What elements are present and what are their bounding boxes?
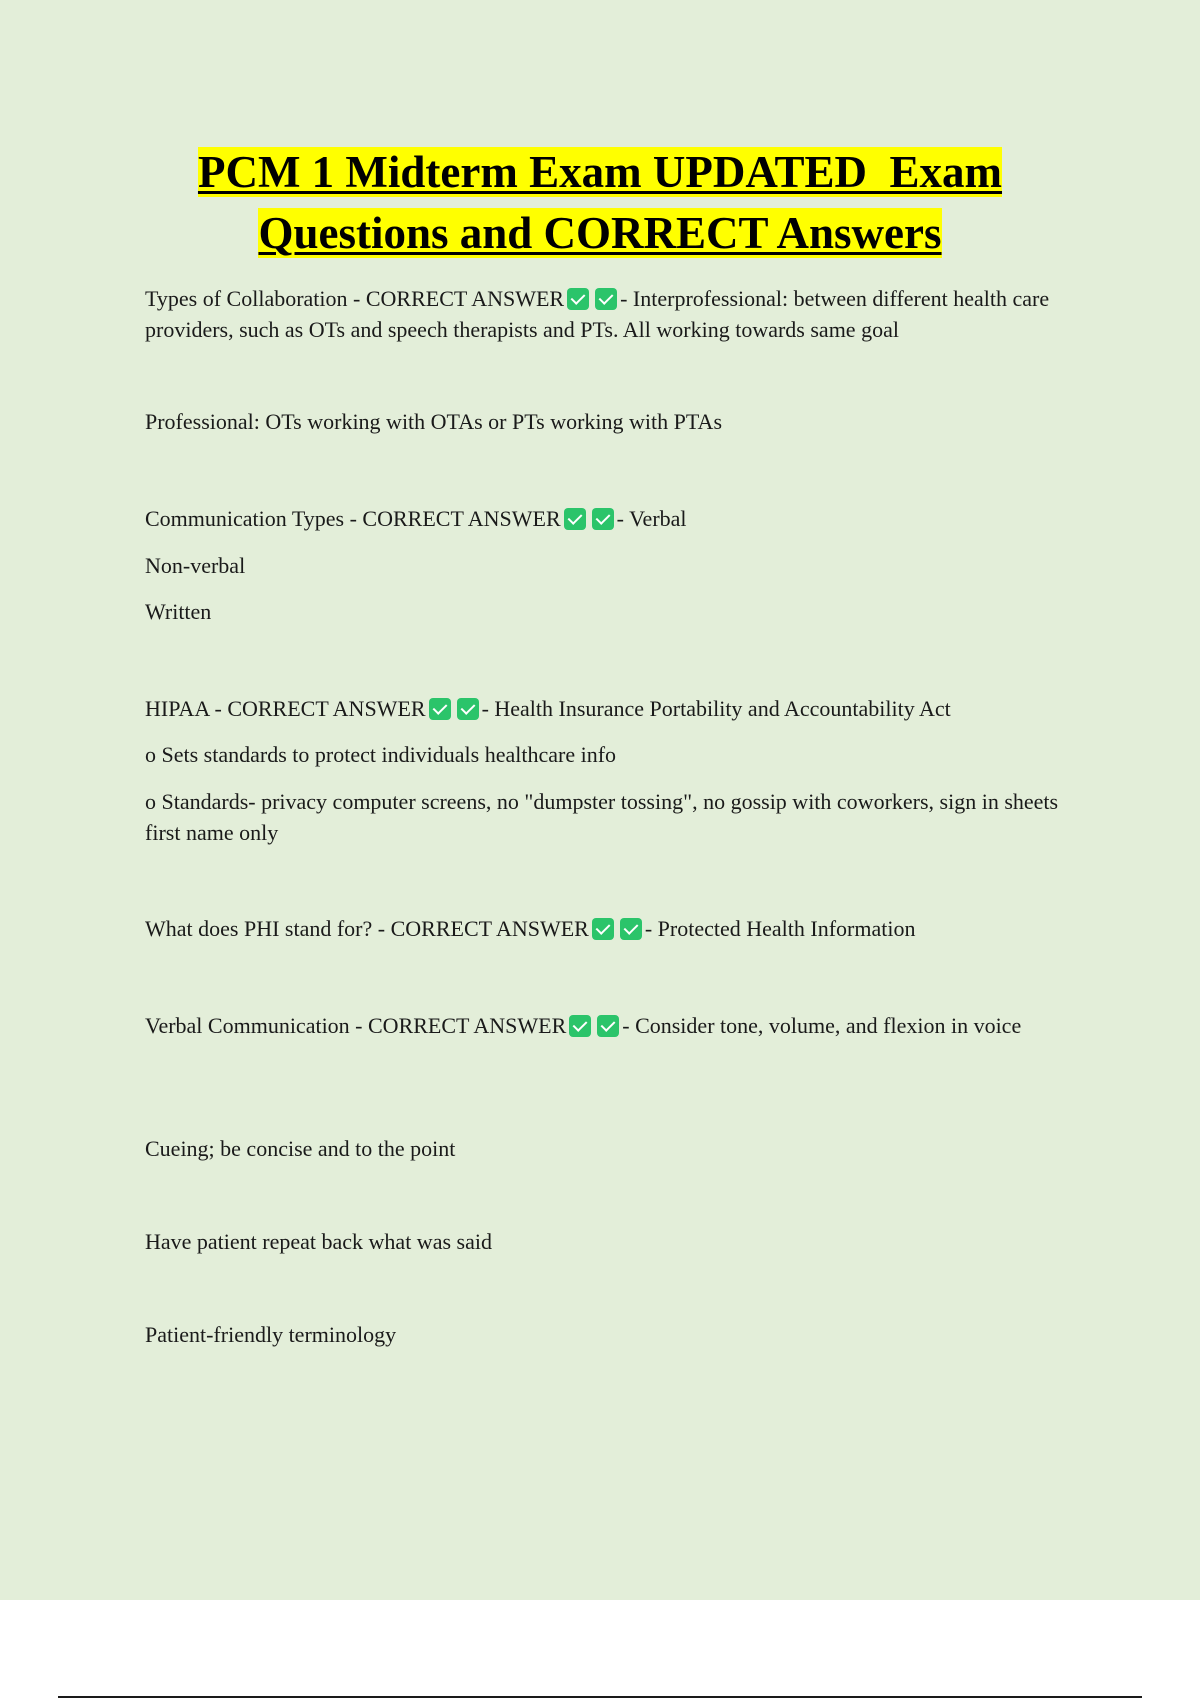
answer-text: - Verbal (616, 506, 687, 531)
qa-phi (145, 913, 1095, 944)
text-line-professional: Professional: OTs working with OTAs or PTs working with PTAs (145, 409, 723, 434)
title-line-2: Questions and CORRECT Answers (258, 208, 942, 258)
text-line-hipaa-standards-protect: o Sets standards to protect individuals healthcare info (145, 742, 617, 767)
qa-hipaa (145, 693, 1095, 724)
qa-verbal-communication (145, 1010, 1095, 1041)
question-text: Communication Types - CORRECT ANSWER (145, 506, 561, 531)
question-text: Types of Collaboration - CORRECT ANSWER (145, 286, 565, 311)
answer-text: - Consider tone, volume, and flexion in voice (622, 1013, 1022, 1038)
check-mark-icon (429, 698, 451, 720)
text-line-hipaa-standards-privacy: o Standards- privacy computer screens, no "dumpster tossing", no gossip with coworkers, sign in sheets first name only (145, 789, 1059, 845)
check-mark-icon (564, 508, 586, 530)
answer-text: - Interprofessional: between different health care providers, such as OTs and speech therapists and PTs. All working towards same goal (145, 286, 1050, 342)
check-mark-icon (592, 918, 614, 940)
check-mark-icon (592, 508, 614, 530)
check-mark-icon (569, 1015, 591, 1037)
question-text: HIPAA - CORRECT ANSWER (145, 696, 426, 721)
check-mark-icon (595, 288, 617, 310)
text-line-written: Written (145, 599, 212, 624)
qa-communication-types (145, 503, 1095, 534)
check-mark-icon (457, 698, 479, 720)
title-line-1: PCM 1 Midterm Exam UPDATED Exam (197, 147, 1003, 197)
text-line-cueing: Cueing; be concise and to the point (145, 1136, 456, 1161)
document-title (0, 142, 1200, 264)
text-line-patient-friendly: Patient-friendly terminology (145, 1322, 397, 1347)
footer-divider (58, 1696, 1142, 1698)
answer-text: - Protected Health Information (644, 916, 916, 941)
text-line-non-verbal: Non-verbal (145, 553, 246, 578)
check-mark-icon (620, 918, 642, 940)
question-text: Verbal Communication - CORRECT ANSWER (145, 1013, 567, 1038)
text-line-repeat-back: Have patient repeat back what was said (145, 1229, 492, 1254)
qa-types-of-collaboration (145, 283, 1095, 345)
question-text: What does PHI stand for? - CORRECT ANSWER (145, 916, 589, 941)
check-mark-icon (567, 288, 589, 310)
answer-text: - Health Insurance Portability and Accountability Act (481, 696, 951, 721)
check-mark-icon (597, 1015, 619, 1037)
